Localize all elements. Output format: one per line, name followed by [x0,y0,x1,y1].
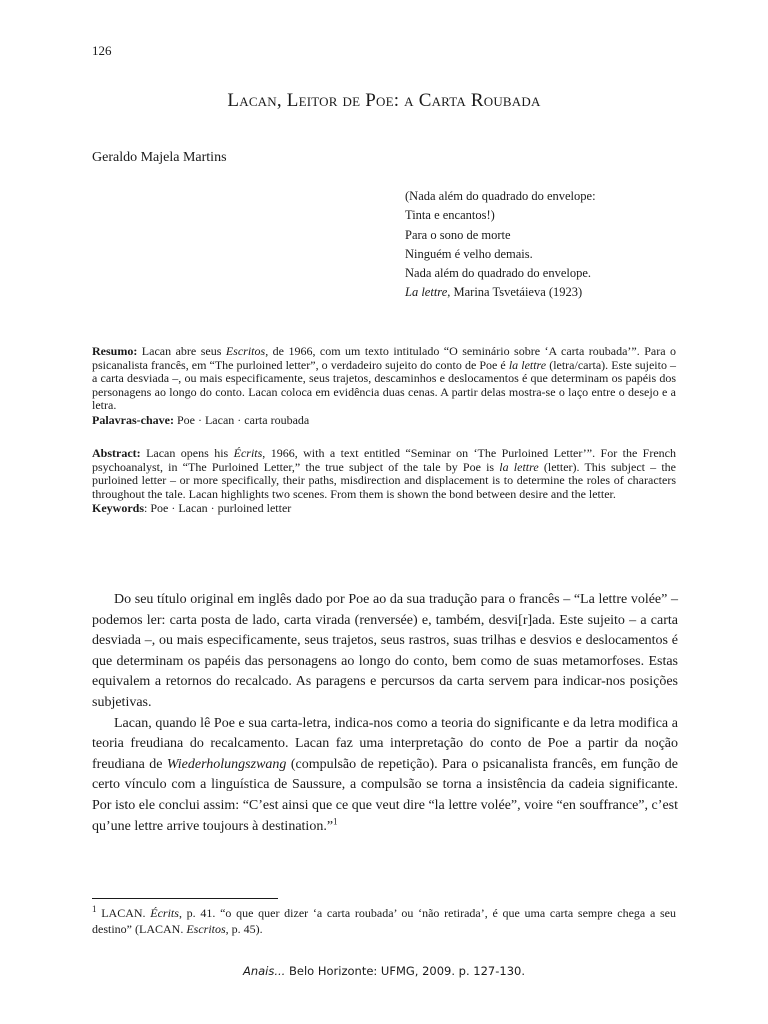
resumo-block [92,345,676,428]
resumo-italic: Escritos [225,344,266,358]
footnote-segment: , p. 41. “o que quer dizer ‘a carta roubada’ ou ‘não retirada’, é que uma carta sempre chega a seu destino” (LACAN. [92,906,677,936]
epigraph-source-author: , Marina Tsvetáieva (1923) [447,285,583,300]
keywords-values: : Poe · Lacan · purloined letter [144,501,292,516]
epigraph-line: Nada além do quadrado do envelope. [405,266,592,281]
epigraph-source-title: La lettre [405,285,448,300]
resumo-segment: Lacan abre seus [137,344,226,358]
epigraph-line: Tinta e encantos!) [405,208,495,223]
page-number: 126 [92,43,112,58]
body-paragraph [92,714,678,838]
keywords-label: Keywords [92,501,144,516]
body-italic: Wiederholungszwang [166,756,287,772]
epigraph-line: (Nada além do quadrado do envelope: [405,189,596,203]
abstract-italic: Écrits [233,446,263,460]
resumo-segment: , de 1966, com um texto intitulado “O seminário sobre ‘A carta roubada’”. Para o psicanalista francês, em “The purloined letter”, o verdadeiro sujeito do conto de Poe é [92,344,677,372]
body-text [92,590,678,837]
footnote-segment: , p. 45). [225,921,263,936]
palavras-chave [92,414,676,428]
running-footer [92,964,676,978]
footnote-italic: Escritos [186,921,226,936]
body-segment: (compulsão de repetição). Para o psicanalista francês, em função de certo vínculo com a linguística de Saussure, a compulsão se torna a insistência da cadeia significante. Por isto ele conclui assim: “C’est ainsi que ce que veut dire “la lettre volée”, voire “en souffrance”, c’est qu’une lettre arrive toujours à destination.” [92,756,678,834]
body-paragraph: Do seu título original em inglês dado por Poe ao da sua tradução para o francês – “La lettre volée” – podemos ler: carta posta de lado, carta virada (renversée) e, também, desvi[r]ada. Este sujeito – a carta desviada –, ou mais especificamente, seus trajetos, seus rastros, suas trilhas e desvios e deslocamentos é que determinam os papéis das personagens ao longo do conto, bem como de suas metamorfoses. Estas equivalem a retornos do recalcado. As paragens e percursos da carta servem para indicar-nos posições subjetivas. [92,592,678,710]
epigraph-line: Ninguém é velho demais. [405,246,533,261]
footnote-divider [92,898,278,899]
abstract-label: Abstract: [92,446,141,460]
footnote-segment: LACAN. [96,906,151,920]
resumo-text [92,345,676,413]
abstract-segment: Lacan opens his [140,446,234,460]
journal-name: Anais... [242,964,286,978]
author-name: Geraldo Majela Martins [92,150,227,165]
abstract-segment: , 1966, with a text entitled “Seminar on ‘The Purloined Letter’”. For the French psychoanalyst, in “The Purloined Letter,” the true subject of the tale by Poe is [92,446,677,474]
resumo-label: Resumo: [92,344,138,358]
keywords [92,502,676,516]
epigraph [405,187,596,303]
article-title: Lacan, Leitor de Poe: a Carta Roubada [227,90,541,111]
abstract-segment: (letter). This subject – the purloined letter – or more specifically, their paths, misdirection and displacement is to determine the roles of characters throughout the tale. Lacan highlights two scenes. From them is shown the bond between desire and the letter. [92,459,677,501]
resumo-segment: (letra/carta). Este sujeito – a carta desviada –, ou mais especificamente, seus trajetos, descaminhos e deslocamentos é que determinam os papéis dos personagens ao longo do conto. Lacan coloca em evidência duas cenas. A partir delas mostra-se o laço entre o desejo e a letra. [92,357,677,413]
resumo-italic: la lettre [508,357,547,372]
palavras-chave-label: Palavras-chave: [92,412,174,427]
palavras-chave-values: Poe · Lacan · carta roubada [173,412,310,427]
body-segment: Lacan, quando lê Poe e sua carta-letra, indica-nos como a teoria do significante e da letra modifica a teoria freudiana do recalcamento. Lacan faz uma interpretação do conto de Poe a partir da noção freudiana de [92,715,678,772]
footnote-number: 1 [92,904,97,914]
footnote-ref[interactable]: 1 [333,815,338,826]
abstract-italic: la lettre [499,459,539,474]
footnote-italic: Écrits [150,906,179,920]
abstract-text [92,447,676,501]
publication-info: Belo Horizonte: UFMG, 2009. p. 127-130. [285,964,526,978]
epigraph-line: Para o sono de morte [405,227,511,242]
epigraph-source [405,283,596,302]
footnote [92,906,676,937]
abstract-block [92,447,676,516]
